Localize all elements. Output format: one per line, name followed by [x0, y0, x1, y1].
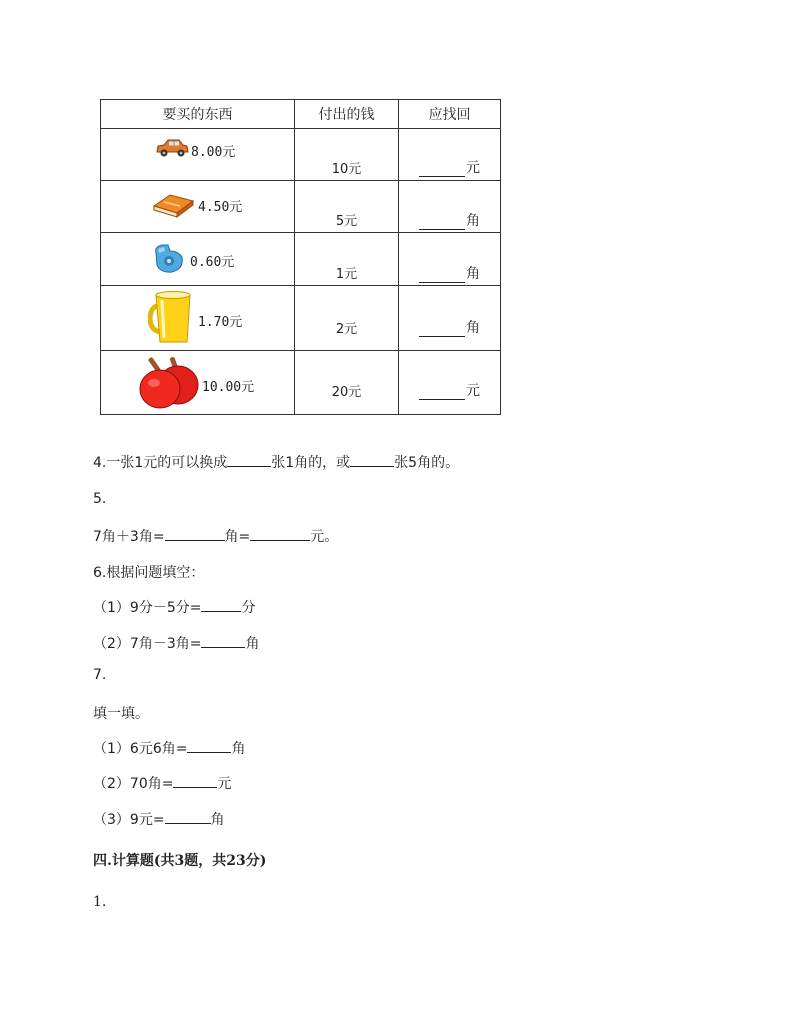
q5-text-2: 角= — [224, 529, 251, 545]
answer-blank[interactable] — [165, 528, 225, 541]
answer-blank[interactable] — [419, 385, 465, 400]
header-paid: 付出的钱 — [295, 100, 399, 129]
q6-s2-text: （2）7角－3角= — [93, 636, 202, 652]
item-price: 4.50元 — [198, 199, 243, 215]
q7-s1-text: （1）6元6角= — [93, 741, 188, 757]
item-price: 0.60元 — [190, 254, 235, 270]
cup-icon — [148, 290, 196, 350]
question-5-number: 5. — [93, 491, 107, 507]
q7-s2-text: （2）70角= — [93, 776, 174, 792]
question-7-sub-3 — [93, 809, 225, 829]
q5-text-1: 7角＋3角= — [93, 529, 165, 545]
answer-blank[interactable] — [173, 775, 217, 788]
paid-amount: 1元 — [335, 267, 358, 282]
answer-blank[interactable] — [350, 454, 394, 467]
change-unit: 元 — [466, 383, 480, 399]
question-6-title: 6.根据问题填空： — [93, 565, 205, 581]
q6-s1-text: （1）9分－5分= — [93, 600, 202, 616]
q7-s1-unit: 角 — [231, 741, 246, 757]
answer-blank[interactable] — [227, 454, 271, 467]
q4-text-2: 张1角的，或 — [271, 455, 351, 471]
pencil-sharpener-icon — [150, 239, 188, 281]
answer-blank[interactable] — [201, 599, 241, 612]
paid-amount: 2元 — [335, 322, 358, 337]
q6-s1-unit: 分 — [241, 600, 256, 616]
header-item: 要买的东西 — [101, 100, 295, 129]
question-7-sub-2 — [93, 773, 231, 793]
paid-amount: 20元 — [331, 385, 362, 400]
item-price: 8.00元 — [191, 144, 236, 160]
answer-blank[interactable] — [201, 635, 245, 648]
question-5 — [93, 526, 338, 546]
q4-text-1: 4.一张1元的可以换成 — [93, 455, 228, 471]
answer-blank[interactable] — [419, 268, 465, 283]
price-table — [100, 99, 501, 415]
item-price: 10.00元 — [202, 379, 255, 395]
table-row — [101, 233, 501, 286]
book-icon — [150, 186, 196, 224]
item-price: 1.70元 — [198, 314, 243, 330]
question-7-sub-1 — [93, 738, 245, 758]
answer-blank[interactable] — [187, 740, 231, 753]
q7-s3-unit: 角 — [210, 812, 225, 828]
q4-text-3: 张5角的。 — [394, 455, 460, 471]
question-4 — [93, 452, 459, 472]
question-7-number: 7. — [93, 667, 107, 683]
ping-pong-paddles-icon — [138, 355, 200, 415]
toy-car-icon — [155, 138, 189, 162]
header-change: 应找回 — [399, 100, 501, 129]
section-first-question-number: 1. — [93, 894, 107, 910]
question-6-sub-2 — [93, 633, 259, 653]
paid-amount: 10元 — [331, 162, 362, 177]
paid-amount: 5元 — [335, 214, 358, 229]
answer-blank[interactable] — [419, 322, 465, 337]
answer-blank[interactable] — [165, 811, 211, 824]
q5-text-3: 元。 — [310, 529, 339, 545]
answer-blank[interactable] — [419, 162, 465, 177]
answer-blank[interactable] — [250, 528, 310, 541]
answer-blank[interactable] — [419, 215, 465, 230]
change-unit: 角 — [466, 320, 480, 336]
question-6-sub-1 — [93, 597, 255, 617]
table-row — [101, 351, 501, 415]
question-7-title: 填一填。 — [93, 706, 149, 722]
table-row — [101, 286, 501, 351]
q7-s3-text: （3）9元= — [93, 812, 165, 828]
section-heading: 四.计算题(共3题，共23分) — [93, 853, 267, 869]
table-row — [101, 181, 501, 233]
change-unit: 角 — [466, 213, 480, 229]
change-unit: 元 — [466, 160, 480, 176]
table-row — [101, 129, 501, 181]
change-unit: 角 — [466, 266, 480, 282]
q7-s2-unit: 元 — [217, 776, 232, 792]
q6-s2-unit: 角 — [245, 636, 260, 652]
